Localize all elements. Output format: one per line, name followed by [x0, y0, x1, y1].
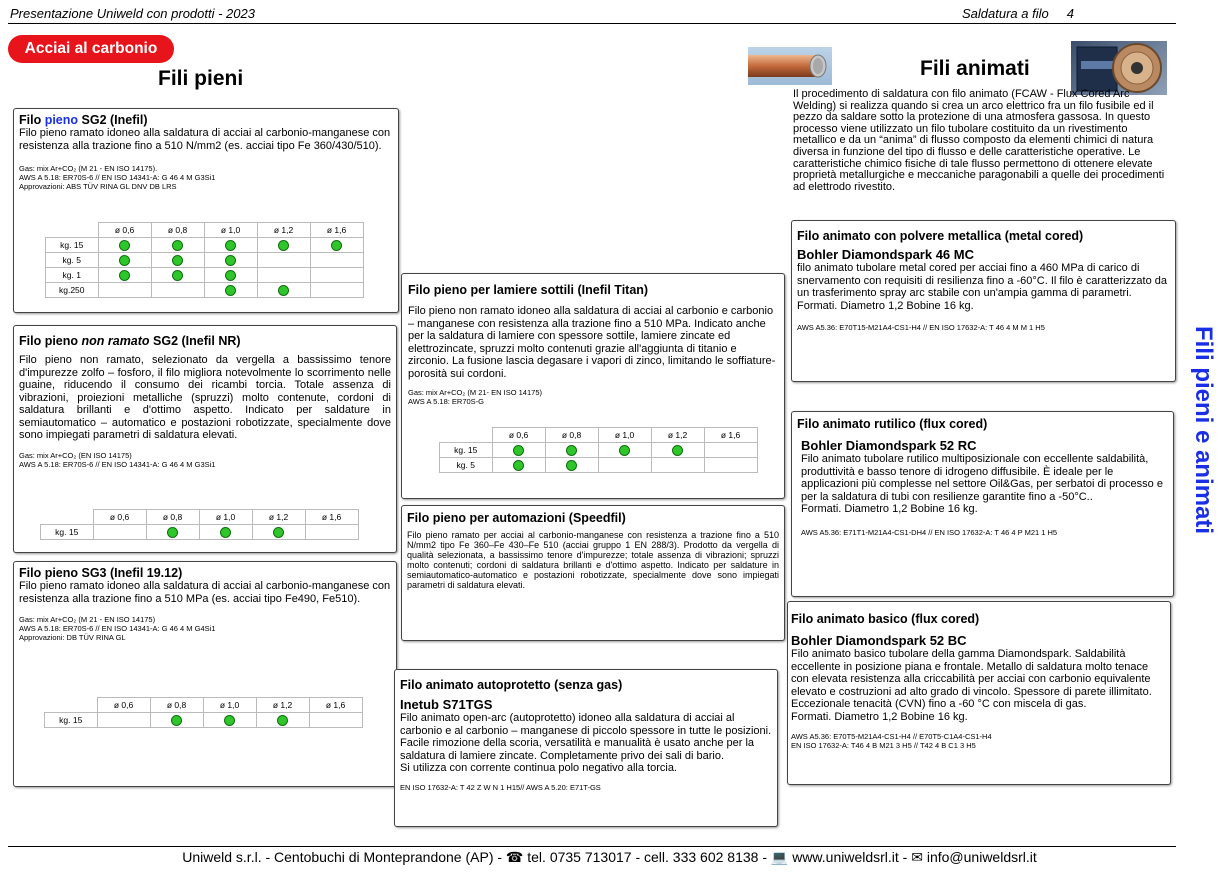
table-corner — [440, 428, 493, 443]
spec-line: Gas: mix Ar+CO₂ (EN ISO 14175) — [19, 450, 132, 460]
available-dot-icon — [513, 460, 524, 471]
category-badge: Acciai al carbonio — [8, 35, 174, 63]
availability-cell — [492, 443, 545, 458]
available-dot-icon — [171, 715, 182, 726]
table-corner — [45, 698, 98, 713]
diameter-header: ø 0,6 — [98, 223, 151, 238]
diameter-header: ø 0,8 — [151, 223, 204, 238]
available-dot-icon — [277, 715, 288, 726]
available-dot-icon — [513, 445, 524, 456]
spec-line: AWS A 5.18: ER70S-6 // EN ISO 14341-A: G 46 4 M G3Si1 — [19, 173, 216, 182]
diameter-header: ø 1,6 — [305, 510, 358, 525]
product-name: Inetub S71TGS — [400, 697, 493, 712]
availability-cell — [310, 283, 363, 298]
package-label: kg. 15 — [440, 443, 493, 458]
available-dot-icon — [672, 445, 683, 456]
header-section: Saldatura a filo — [962, 6, 1049, 21]
diameter-header: ø 1,6 — [310, 223, 363, 238]
footer-contacts: Uniweld s.r.l. - Centobuchi di Monteprandone (AP) - ☎ tel. 0735 713017 - cell. 333 602 8138 - 💻 www.uniweldsrl.it - ✉ info@uniweldsrl.it — [182, 849, 1037, 865]
product-box-52rc — [791, 411, 1174, 597]
availability-cell — [257, 283, 310, 298]
available-dot-icon — [167, 527, 178, 538]
product-box-titan — [401, 273, 785, 499]
availability-cell — [204, 268, 257, 283]
page-number: 4 — [1066, 6, 1074, 21]
product-title-sg2: Filo pieno SG2 (Inefil) — [19, 113, 148, 127]
spec-line: AWS A5.36: E70T5-M21A4-CS1-H4 // E70T5-C1A4-CS1-H4 — [791, 732, 992, 741]
product-name: Bohler Diamondspark 46 MC — [797, 247, 974, 262]
table-header-row — [46, 223, 364, 238]
availability-cell — [252, 525, 305, 540]
availability-cell — [651, 443, 704, 458]
spec-line: EN ISO 17632-A: T 42 Z W N 1 H15// AWS A 5.20: E71T-GS — [400, 782, 601, 792]
available-dot-icon — [278, 240, 289, 251]
table-row — [440, 458, 758, 473]
availability-cell — [598, 458, 651, 473]
available-dot-icon — [278, 285, 289, 296]
diameter-header: ø 0,6 — [97, 698, 150, 713]
available-dot-icon — [172, 255, 183, 266]
cored-intro — [793, 89, 1173, 193]
spec-line: AWS A 5.18: ER70S-6 // EN ISO 14341-A: G 46 4 M G4Si1 — [19, 624, 216, 633]
available-dot-icon — [619, 445, 630, 456]
table-corner — [41, 510, 94, 525]
product-title-sg3: Filo pieno SG3 (Inefil 19.12) — [19, 566, 183, 580]
package-label: kg. 1 — [46, 268, 99, 283]
product-name: Bohler Diamondspark 52 RC — [801, 438, 977, 453]
diameter-header: ø 0,8 — [150, 698, 203, 713]
spec-line: AWS A 5.18: ER70S-G — [408, 397, 485, 406]
availability-cell — [98, 268, 151, 283]
table-corner — [46, 223, 99, 238]
product-box-s71 — [394, 669, 778, 827]
available-dot-icon — [172, 270, 183, 281]
table-row — [45, 713, 363, 728]
spec-line: AWS A 5.18: ER70S-6 // EN ISO 14341-A: G 46 4 M G3Si1 — [19, 459, 216, 469]
table-row — [46, 253, 364, 268]
package-label: kg. 5 — [440, 458, 493, 473]
availability-cell — [305, 525, 358, 540]
diameter-header: ø 0,8 — [545, 428, 598, 443]
product-description: Filo pieno non ramato, selezionato da vergella a bassissimo tenore d'impurezze zolfo – fosforo, il filo migliora notevolmente lo scorrimento nelle guaine, riducendo il consumo dei ricambi torcia. Totale assenza di vibrazioni, proiezioni metalliche (spruzzi) molto contenute, cordoni di saldatura brillanti e d'ottimo aspetto. Indicato per saldature in semiautomatico – automatico e postazioni robotizzate, specialmente dove sono impiegati parametri di saldatura elevati. — [19, 354, 391, 441]
availability-cell — [93, 525, 146, 540]
availability-cell — [151, 283, 204, 298]
availability-cell — [150, 713, 203, 728]
available-dot-icon — [119, 255, 130, 266]
product-title-s71: Filo animato autoprotetto (senza gas) — [400, 678, 623, 692]
product-formats: Formati. Diametro 1,2 Bobine 16 kg. — [791, 710, 968, 723]
section-title-cored: Fili animati — [920, 57, 1030, 80]
availability-cell — [98, 283, 151, 298]
available-dot-icon — [566, 460, 577, 471]
package-label: kg. 15 — [41, 525, 94, 540]
table-row — [46, 268, 364, 283]
product-title-speedfil: Filo pieno per automazioni (Speedfil) — [407, 511, 626, 525]
product-name: Bohler Diamondspark 52 BC — [791, 633, 967, 648]
availability-cell — [204, 283, 257, 298]
product-note: Si utilizza con corrente continua polo negativo alla torcia. — [400, 762, 677, 774]
available-dot-icon — [119, 270, 130, 281]
product-description: Filo pieno ramato per acciai al carbonio-manganese con resistenza a trazione fino a 510 N/mm2 tipo Fe 360–Fe 430–Fe 510 (acciai gruppo 1 EN 288/3). Prodotto da vergella di qualità selezionata, a bassissimo tenore d'impurezze; totale assenza di vibrazioni; spruzzi molto contenuti; cordoni di saldatura brillanti e d'ottimo aspetto. Indicato per saldature in semiautomatico-automatico e postazioni robotizzate, specialmente dove sono impiegati parametri di saldatura elevati. — [407, 530, 779, 590]
package-label: kg. 15 — [45, 713, 98, 728]
product-title-46mc: Filo animato con polvere metallica (metal cored) — [797, 229, 1084, 243]
footer-divider — [8, 846, 1176, 847]
available-dot-icon — [331, 240, 342, 251]
availability-cell — [310, 268, 363, 283]
product-description: Filo pieno ramato idoneo alla saldatura di acciai al carbonio-manganese con resistenza alla trazione fino a 510 MPa (es. acciai tipo Fe490, Fe510). — [19, 580, 391, 605]
diameter-header: ø 1,0 — [204, 223, 257, 238]
available-dot-icon — [224, 715, 235, 726]
side-title-text: Fili pieni e animati — [1190, 326, 1217, 535]
availability-cell — [651, 458, 704, 473]
availability-cell — [204, 238, 257, 253]
table-header-row — [440, 428, 758, 443]
availability-cell — [310, 238, 363, 253]
spec-line: AWS A5.36: E71T1-M21A4-CS1-DH4 // EN ISO 17632-A: T 46 4 P M21 1 H5 — [801, 527, 1058, 537]
availability-cell — [545, 443, 598, 458]
availability-cell — [257, 238, 310, 253]
spec-line: Gas: mix Ar+CO₂ (M 21 - EN ISO 14175). — [19, 164, 158, 173]
wire-spool-image — [1071, 41, 1167, 95]
availability-cell — [204, 253, 257, 268]
table-row — [440, 443, 758, 458]
availability-cell — [257, 253, 310, 268]
product-box-sg2 — [13, 108, 399, 313]
available-dot-icon — [273, 527, 284, 538]
product-title-52rc: Filo animato rutilico (flux cored) — [797, 417, 988, 431]
availability-cell — [146, 525, 199, 540]
available-dot-icon — [225, 240, 236, 251]
wire-closeup-graphic — [748, 47, 832, 85]
diameter-header: ø 0,8 — [146, 510, 199, 525]
availability-cell — [310, 253, 363, 268]
diameter-header: ø 1,0 — [203, 698, 256, 713]
available-dot-icon — [225, 270, 236, 281]
available-dot-icon — [220, 527, 231, 538]
product-title-nr: Filo pieno non ramato SG2 (Inefil NR) — [19, 334, 241, 348]
diameter-header: ø 1,2 — [257, 223, 310, 238]
availability-cell — [98, 238, 151, 253]
diameter-header: ø 1,2 — [651, 428, 704, 443]
product-description: Filo animato tubolare rutilico multiposizionale con eccellente saldabilità, produttività e basso tenore di idrogeno diffusibile. È ideale per le applicazioni più complesse nel settore Oil&Gas, per serbatoi di processo e per la saldatura di tubi con resilienze garantite fino a -50°C.. — [801, 453, 1163, 503]
availability-cell — [309, 713, 362, 728]
product-description: filo animato tubolare metal cored per acciai fino a 460 MPa di carico di snervamento con requisiti di resilienza fino a -60°C. Il filo è caratterizzato da un trasferimento spray arc stabile con un'ampia gamma di parametri. — [797, 262, 1168, 299]
intro-text: Il procedimento di saldatura con filo animato (FCAW - Flux Cored Arc Welding) si realizza quando si crea un arco elettrico fra un filo fusibile ed il pezzo da saldare sotto la protezione di una atmosfera gassosa. In questo processo viene utilizzato un filo tubolare costituito da un rivestimento metallico e da un “anima” di flusso composto da elementi chimici di natura diversa in funzione del tipo di flusso e delle caratteristiche operative. Le caratteristiche chimico fisiche di tale flusso permettono di ottenere elevate proprietà metallurgiche e meccaniche paragonabili a quelle dei procedimenti ad elettrodo rivestito. — [793, 88, 1165, 193]
diameter-header: ø 0,6 — [93, 510, 146, 525]
available-dot-icon — [225, 285, 236, 296]
header-left: Presentazione Uniweld con prodotti - 2023 — [10, 6, 255, 21]
product-description: Filo pieno non ramato idoneo alla saldatura di acciai al carbonio e carbonio – manganese con resistenza alla trazione fino a 510 MPa. Indicato anche per la saldatura di lamiere con spessore sottile, lamiere zincate ed elettrozincate, spruzzi molto contenuti grazie all'aggiunta di titanio e zirconio. La fusione lascia degasare i vapori di zinco, limitando le soffiature-porosità sui cordoni. — [408, 305, 776, 380]
availability-cell — [97, 713, 150, 728]
availability-table — [44, 697, 363, 728]
wire-closeup-image — [748, 47, 832, 85]
availability-cell — [199, 525, 252, 540]
product-title-52bc: Filo animato basico (flux cored) — [791, 612, 980, 626]
diameter-header: ø 1,6 — [704, 428, 757, 443]
available-dot-icon — [225, 255, 236, 266]
product-description: Filo animato open-arc (autoprotetto) idoneo alla saldatura di acciai al carbonio e al carbonio – manganese di piccolo spessore in tutte le posizioni. Facile rimozione della scoria, versatilità e manualità è usato anche per la saldatura di lamiere zincate. Completamente privo dei sali di bario. — [400, 712, 772, 762]
table-row — [41, 525, 359, 540]
table-row — [46, 283, 364, 298]
product-formats: Formati. Diametro 1,2 Bobine 16 kg. — [801, 503, 978, 515]
product-box-sg3 — [13, 561, 397, 787]
spec-line: Approvazioni: ABS TÜV RINA GL DNV DB LRS — [19, 182, 177, 191]
diameter-header: ø 1,0 — [598, 428, 651, 443]
diameter-header: ø 1,0 — [199, 510, 252, 525]
diameter-header: ø 1,2 — [252, 510, 305, 525]
availability-cell — [151, 268, 204, 283]
product-box-speedfil — [401, 505, 785, 641]
package-label: kg. 5 — [46, 253, 99, 268]
available-dot-icon — [119, 240, 130, 251]
availability-cell — [151, 238, 204, 253]
spec-line: AWS A5.36: E70T15-M21A4-CS1-H4 // EN ISO 17632-A: T 46 4 M M 1 H5 — [797, 323, 1045, 332]
product-description: Filo pieno ramato idoneo alla saldatura di acciai al carbonio-manganese con resistenza alla trazione fino a 510 N/mm2 (es. acciai tipo Fe 360/430/510). — [19, 127, 391, 152]
spec-line: Gas: mix Ar+CO₂ (M 21- EN ISO 14175) — [408, 388, 542, 397]
availability-cell — [257, 268, 310, 283]
diameter-header: ø 1,6 — [309, 698, 362, 713]
spec-line: EN ISO 17632-A: T46 4 B M21 3 H5 // T42 4 B C1 3 H5 — [791, 741, 976, 750]
package-label: kg. 15 — [46, 238, 99, 253]
product-box-52bc — [787, 601, 1171, 785]
available-dot-icon — [172, 240, 183, 251]
diameter-header: ø 1,2 — [256, 698, 309, 713]
availability-table — [45, 222, 364, 298]
spec-line: Gas: mix Ar+CO₂ (M 21 - EN ISO 14175) — [19, 615, 156, 624]
availability-cell — [598, 443, 651, 458]
spec-line: Approvazioni: DB TÜV RINA GL — [19, 633, 126, 642]
package-label: kg.250 — [46, 283, 99, 298]
product-formats: Formati. Diametro 1,2 Bobine 16 kg. — [797, 299, 974, 312]
product-box-46mc — [791, 220, 1176, 382]
availability-cell — [151, 253, 204, 268]
header-divider — [8, 23, 1176, 24]
availability-cell — [545, 458, 598, 473]
availability-cell — [492, 458, 545, 473]
table-header-row — [45, 698, 363, 713]
availability-table — [439, 427, 758, 473]
header-right — [962, 6, 1074, 21]
product-title-titan: Filo pieno per lamiere sottili (Inefil Titan) — [408, 283, 649, 297]
available-dot-icon — [566, 445, 577, 456]
availability-cell — [98, 253, 151, 268]
availability-cell — [704, 443, 757, 458]
availability-cell — [704, 458, 757, 473]
availability-table — [40, 509, 359, 540]
table-header-row — [41, 510, 359, 525]
availability-cell — [203, 713, 256, 728]
wire-spool-graphic — [1071, 41, 1167, 95]
diameter-header: ø 0,6 — [492, 428, 545, 443]
side-title — [1185, 326, 1219, 556]
table-row — [46, 238, 364, 253]
availability-cell — [256, 713, 309, 728]
product-box-nr — [13, 325, 397, 553]
product-description: Filo animato basico tubolare della gamma Diamondspark. Saldabilità eccellente in posizione piana e frontale. Metallo di saldatura molto tenace con elevata resistenza alla criccabilità per acciai con carbonio equivalente elevato e costruzioni ad alto grado di vincolo. Spessore di parete illimitato. Eccezionale tenacità (CVN) fino a -60 °C con miscela di gas. — [791, 648, 1152, 710]
section-title-solid: Fili pieni — [158, 67, 244, 90]
